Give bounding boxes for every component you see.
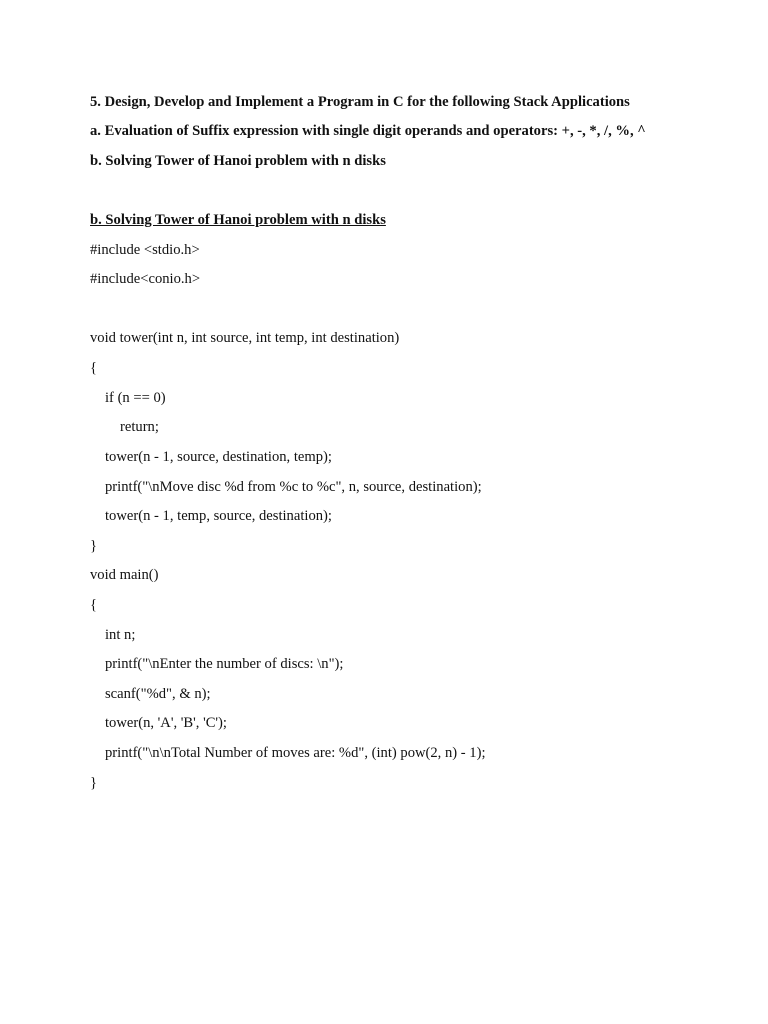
code-line-if: if (n == 0) — [105, 390, 166, 406]
code-line-include-conio: #include<conio.h> — [90, 271, 201, 287]
code-line-tower-call: tower(n - 1, temp, source, destination); — [105, 508, 332, 524]
code-line-tower-call-main: tower(n, 'A', 'B', 'C'); — [105, 715, 227, 731]
code-line-close-brace: } — [90, 775, 98, 791]
code-line-int-n: int n; — [105, 627, 136, 643]
code-line-close-brace: } — [90, 538, 98, 554]
code-line-scanf: scanf("%d", & n); — [105, 686, 211, 702]
assignment-title: 5. Design, Develop and Implement a Program in C for the following Stack Applications — [90, 94, 630, 110]
code-line-open-brace: { — [90, 360, 98, 376]
code-line-printf-move: printf("\nMove disc %d from %c to %c", n, source, destination); — [105, 479, 482, 495]
code-line-printf-enter: printf("\nEnter the number of discs: \n"); — [105, 656, 344, 672]
assignment-item-a: a. Evaluation of Suffix expression with single digit operands and operators: +, -, *, /, %, ^ — [90, 123, 646, 139]
code-line-main-signature: void main() — [90, 567, 159, 583]
code-line-return: return; — [120, 419, 159, 435]
code-line-printf-total: printf("\n\nTotal Number of moves are: %d", (int) pow(2, n) - 1); — [105, 745, 486, 761]
code-line-tower-call: tower(n - 1, source, destination, temp); — [105, 449, 332, 465]
code-line-tower-signature: void tower(int n, int source, int temp, int destination) — [90, 330, 400, 346]
code-line-open-brace: { — [90, 597, 98, 613]
code-line-include-stdio: #include <stdio.h> — [90, 242, 200, 258]
assignment-item-b: b. Solving Tower of Hanoi problem with n disks — [90, 153, 386, 169]
section-heading: b. Solving Tower of Hanoi problem with n disks — [90, 212, 386, 228]
